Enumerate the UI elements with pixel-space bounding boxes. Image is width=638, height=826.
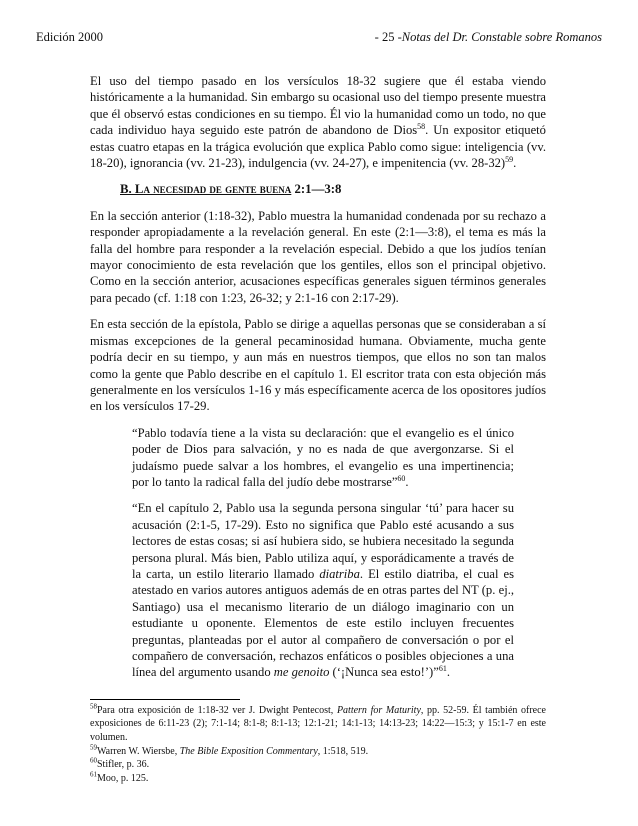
- heading-text: B. L: [120, 182, 144, 197]
- section-heading: [120, 181, 546, 197]
- footnote-number: 59: [90, 743, 97, 752]
- footnote-italic: The Bible Exposition Commentary: [179, 745, 318, 757]
- footnote-italic: Pattern for Maturity: [336, 704, 421, 716]
- footnote-60: [90, 758, 546, 772]
- paragraph-1: [90, 73, 546, 171]
- footnote-ref-58[interactable]: 58: [417, 122, 426, 132]
- quote-text: .: [405, 474, 409, 489]
- footnote-divider: [90, 699, 240, 700]
- page-title: [375, 30, 602, 45]
- footnote-text: Para otra exposición de 1:18-32 ver J. Dwight Pentecost,: [97, 704, 337, 716]
- quote-italic-term: diatriba: [319, 566, 360, 581]
- footnote-61: [90, 772, 546, 786]
- quote-text: (‘¡Nunca sea esto!’)”: [329, 665, 439, 680]
- quote-text: .: [446, 665, 450, 680]
- page-body: [90, 73, 546, 785]
- paragraph-text: . Un expositor etiquetó estas cuatro etapas en la trágica evolución que explica Pablo como sigue: inteligencia (vv. 18-20), ignorancia (vv. 21-23), indulgencia (vv. 24-27), e impenitencia (vv. 28-32): [90, 123, 546, 171]
- footnote-number: 58: [90, 702, 97, 711]
- footnote-text: Moo, p. 125.: [97, 772, 149, 784]
- quote-italic-term: me genoito: [273, 665, 330, 680]
- footnote-number: 60: [90, 756, 97, 765]
- footnote-ref-60[interactable]: 60: [397, 473, 406, 483]
- quote-text: “Pablo todavía tiene a la vista su declaración: que el evangelio es el único poder de Dios para salvación, y no es nada de que avergonzarse. Si el judaísmo puede salvar a los hombres, el evangelio es una impertinencia; por lo tanto la radical falla del judío debe mostrarse”: [132, 425, 514, 489]
- heading-reference: 2:1—3:8: [291, 182, 342, 197]
- book-title: Notas del Dr. Constable sobre Romanos: [401, 30, 602, 44]
- heading-text: a necesidad de gente buena: [143, 182, 292, 197]
- paragraph-3: En esta sección de la epístola, Pablo se dirige a aquellas personas que se consideraban a sí mismas excepciones de la general pecaminosidad humana. Obviamente, mucha gente podría decir en su tiempo, y aun más en nuestros tiempos, que ellos no son tan malos como la gente que Pablo describe en el capítulo 1. El escritor trata con esta objeción más generalmente en los versículos 1-16 y más específicamente acerca de los opositores judíos en los versículos 17-29.: [90, 317, 546, 414]
- block-quote-2: [132, 500, 514, 680]
- quote-text: “En el capítulo 2, Pablo usa la segunda persona singular ‘tú’ para hacer su acusación (2:1-5, 17-29). Esto no significa que Pablo esté acusando a sus lectores de estas cosas; si así hubiera sido, se hubiera necesitado la segunda persona plural. Más bien, Pablo utiliza aquí, y esporádicamente a través de la carta, un estilo literario llamado: [132, 501, 514, 581]
- footnote-number: 61: [90, 770, 97, 779]
- footnote-58: [90, 704, 546, 745]
- edition-label: Edición 2000: [36, 30, 104, 44]
- footnote-ref-61[interactable]: 61: [438, 664, 447, 674]
- paragraph-text: .: [513, 156, 517, 171]
- footnote-59: [90, 745, 546, 759]
- quote-text: . El estilo diatriba, el cual es atestado en varios autores antiguos además de en otras partes del NT (p. ej., Santiago) usa el mecanismo literario de un diálogo imaginario con un estudiante u oponente. Elementos de este estilo incluyen frecuentes preguntas, planteadas por el autor al compañero de conversación o por el compañero de conversación, rechazos enfáticos o posibles objeciones a una línea del argumento usando: [132, 566, 514, 680]
- paragraph-text: El uso del tiempo pasado en los versículos 18-32 sugiere que él estaba viendo históricamente a la humanidad. Sin embargo su ocasional uso del tiempo presente muestra que él observó estas condiciones en su tiempo. Él vio la humanidad como un todo, no que cada individuo haya seguido este patrón de abandono de Dios: [90, 74, 546, 138]
- page-number: - 25 -: [374, 30, 402, 44]
- footnote-text: Warren W. Wiersbe,: [97, 745, 180, 757]
- page-header: [36, 30, 602, 46]
- footnote-ref-59[interactable]: 59: [505, 154, 514, 164]
- footnote-text: , 1:518, 519.: [317, 745, 369, 757]
- footnote-text: , pp. 52-59. Él también ofrece exposiciones de 6:11-23 (2); 7:1-14; 8:1-8; 8:1-13; 12:1-21; 14:1-13; 14:13-23; 14:22—15:3; y 15:1-7 en este volumen.: [90, 704, 546, 743]
- block-quote-1: [132, 425, 514, 491]
- paragraph-2: En la sección anterior (1:18-32), Pablo muestra la humanidad condenada por su rechazo a responder apropiadamente a la revelación general. En este (2:1—3:8), el tema es más la falla del hombre para responder a la revelación especial. Debido a que los judíos tenían mayor conocimiento de esta revelación que los gentiles, ellos son el principal objetivo. Como en la sección anterior, acusaciones específicas generales siguen términos generales para pecado (cf. 1:18 con 1:23, 26-32; y 2:1-16 con 2:17-29).: [90, 208, 546, 305]
- footnote-text: Stifler, p. 36.: [97, 759, 150, 771]
